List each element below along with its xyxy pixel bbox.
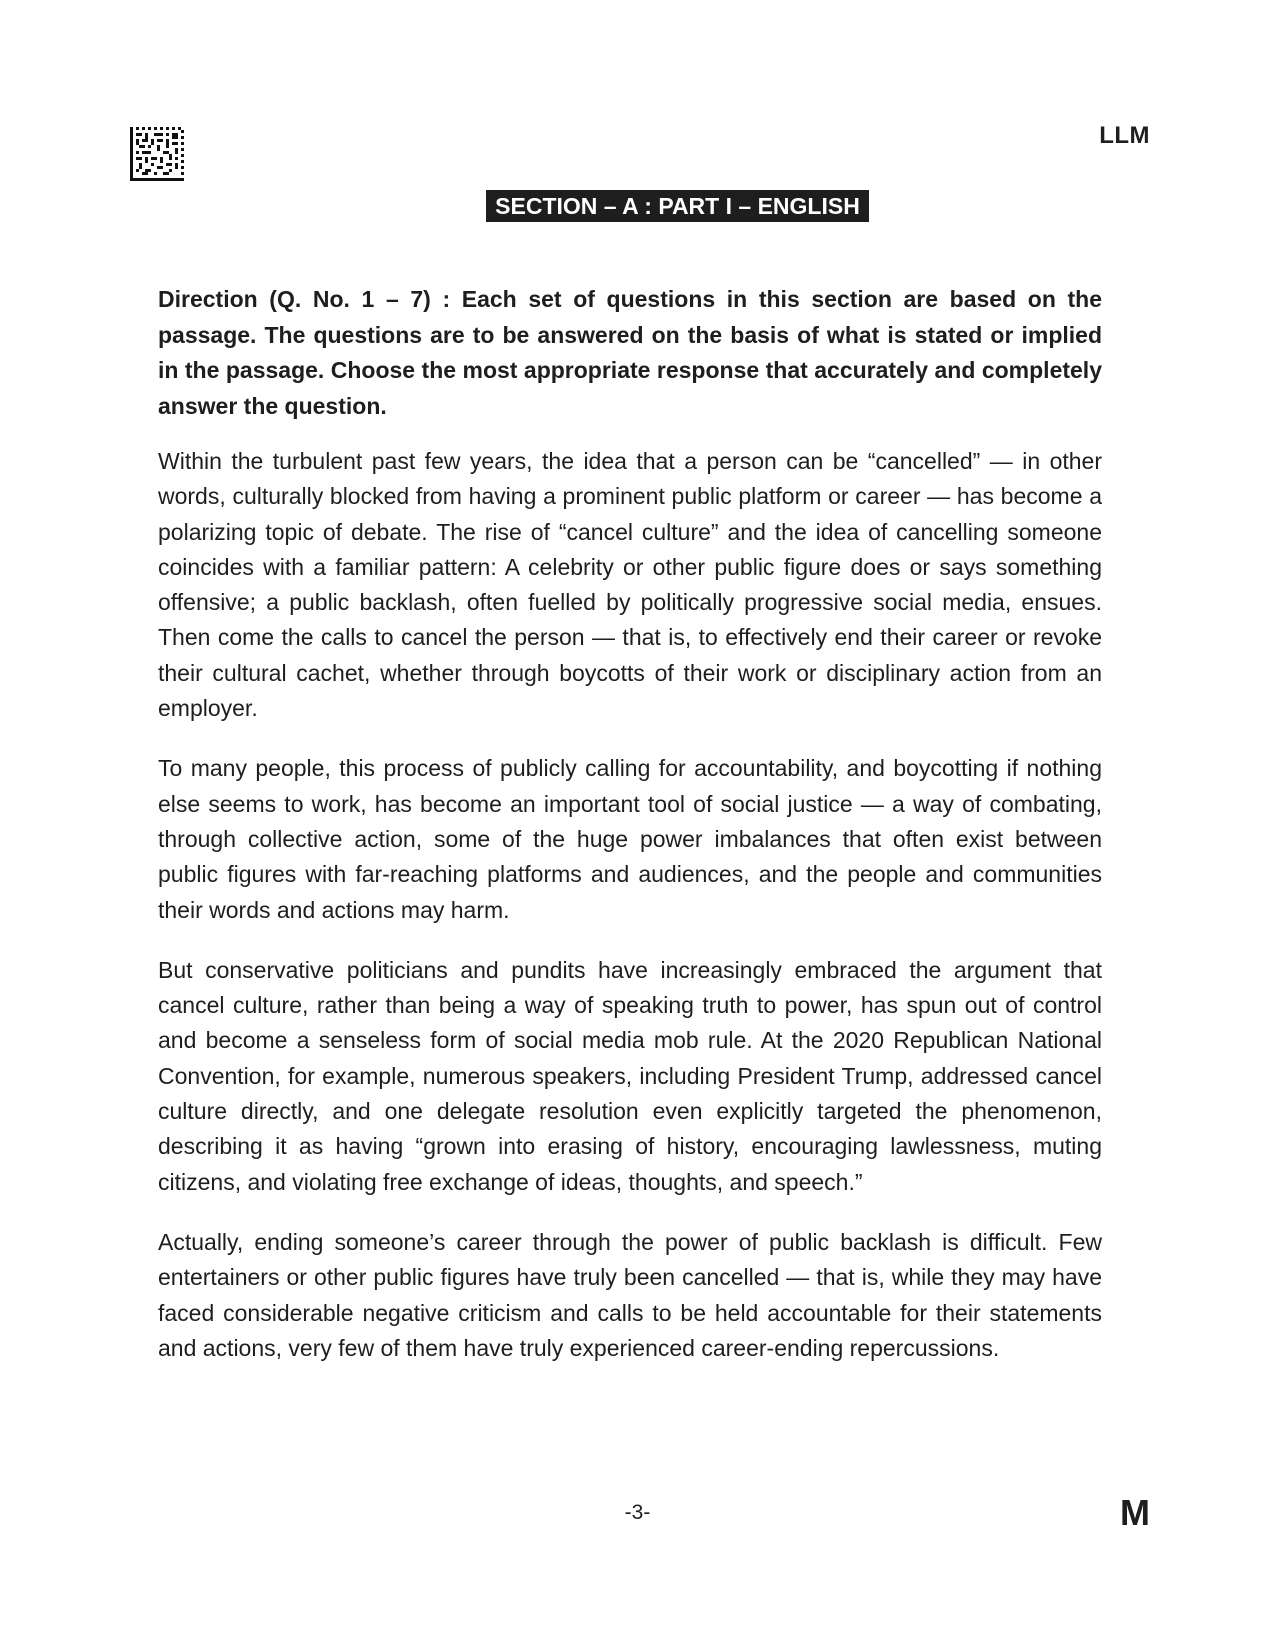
passage-paragraph-4: Actually, ending someone’s career through the power of public backlash is difficult. Few entertainers or other public figures have truly been cancelled — that is, while they may have faced considerable negative criticism and calls to be held accountable for their statements and actions, very few of them have truly experienced career-ending repercussions.	[158, 1228, 1102, 1361]
passage-paragraph-3: But conservative politicians and pundits have increasingly embraced the argument that cancel culture, rather than being a way of speaking truth to power, has spun out of control and become a senseless form of social media mob rule. At the 2020 Republican National Convention, for example, numerous speakers, including President Trump, addressed cancel culture directly, and one delegate resolution even explicitly targeted the phenomenon, describing it as having “grown into erasing of history, encouraging lawlessness, muting citizens, and violating free exchange of ideas, thoughts, and speech.”	[158, 956, 1102, 1195]
passage-paragraph-1: Within the turbulent past few years, the idea that a person can be “cancelled” — in other words, culturally blocked from having a prominent public platform or career — has become a polarizing topic of debate. The rise of “cancel culture” and the idea of cancelling someone coincides with a familiar pattern: A celebrity or other public figure does or says something offensive; a public backlash, often fuelled by politically progressive social media, ensues. Then come the calls to cancel the person — that is, to effectively end their career or revoke their cultural cachet, whether through boycotts of their work or disciplinary action from an employer.	[158, 448, 1102, 722]
qr-code-icon	[130, 127, 184, 181]
series-code: M	[1120, 1492, 1150, 1533]
section-header	[0, 190, 1275, 222]
paper-code: LLM	[1099, 122, 1150, 149]
section-title: SECTION – A : PART I – ENGLISH	[486, 190, 869, 222]
main-content	[158, 282, 1102, 1391]
direction-text: Direction (Q. No. 1 – 7) : Each set of questions in this section are based on the passage. The questions are to be answered on the basis of what is stated or implied in the passage. Choose the most appropriate response that accurately and completely answer the question.	[158, 286, 1102, 419]
passage-paragraph-2: To many people, this process of publicly calling for accountability, and boycotting if nothing else seems to work, has become an important tool of social justice — a way of combating, through collective action, some of the huge power imbalances that often exist between public figures with far-reaching platforms and audiences, and the people and communities their words and actions may harm.	[158, 755, 1102, 923]
page-number: -3-	[624, 1501, 651, 1524]
qr-code-graphic	[130, 127, 184, 181]
